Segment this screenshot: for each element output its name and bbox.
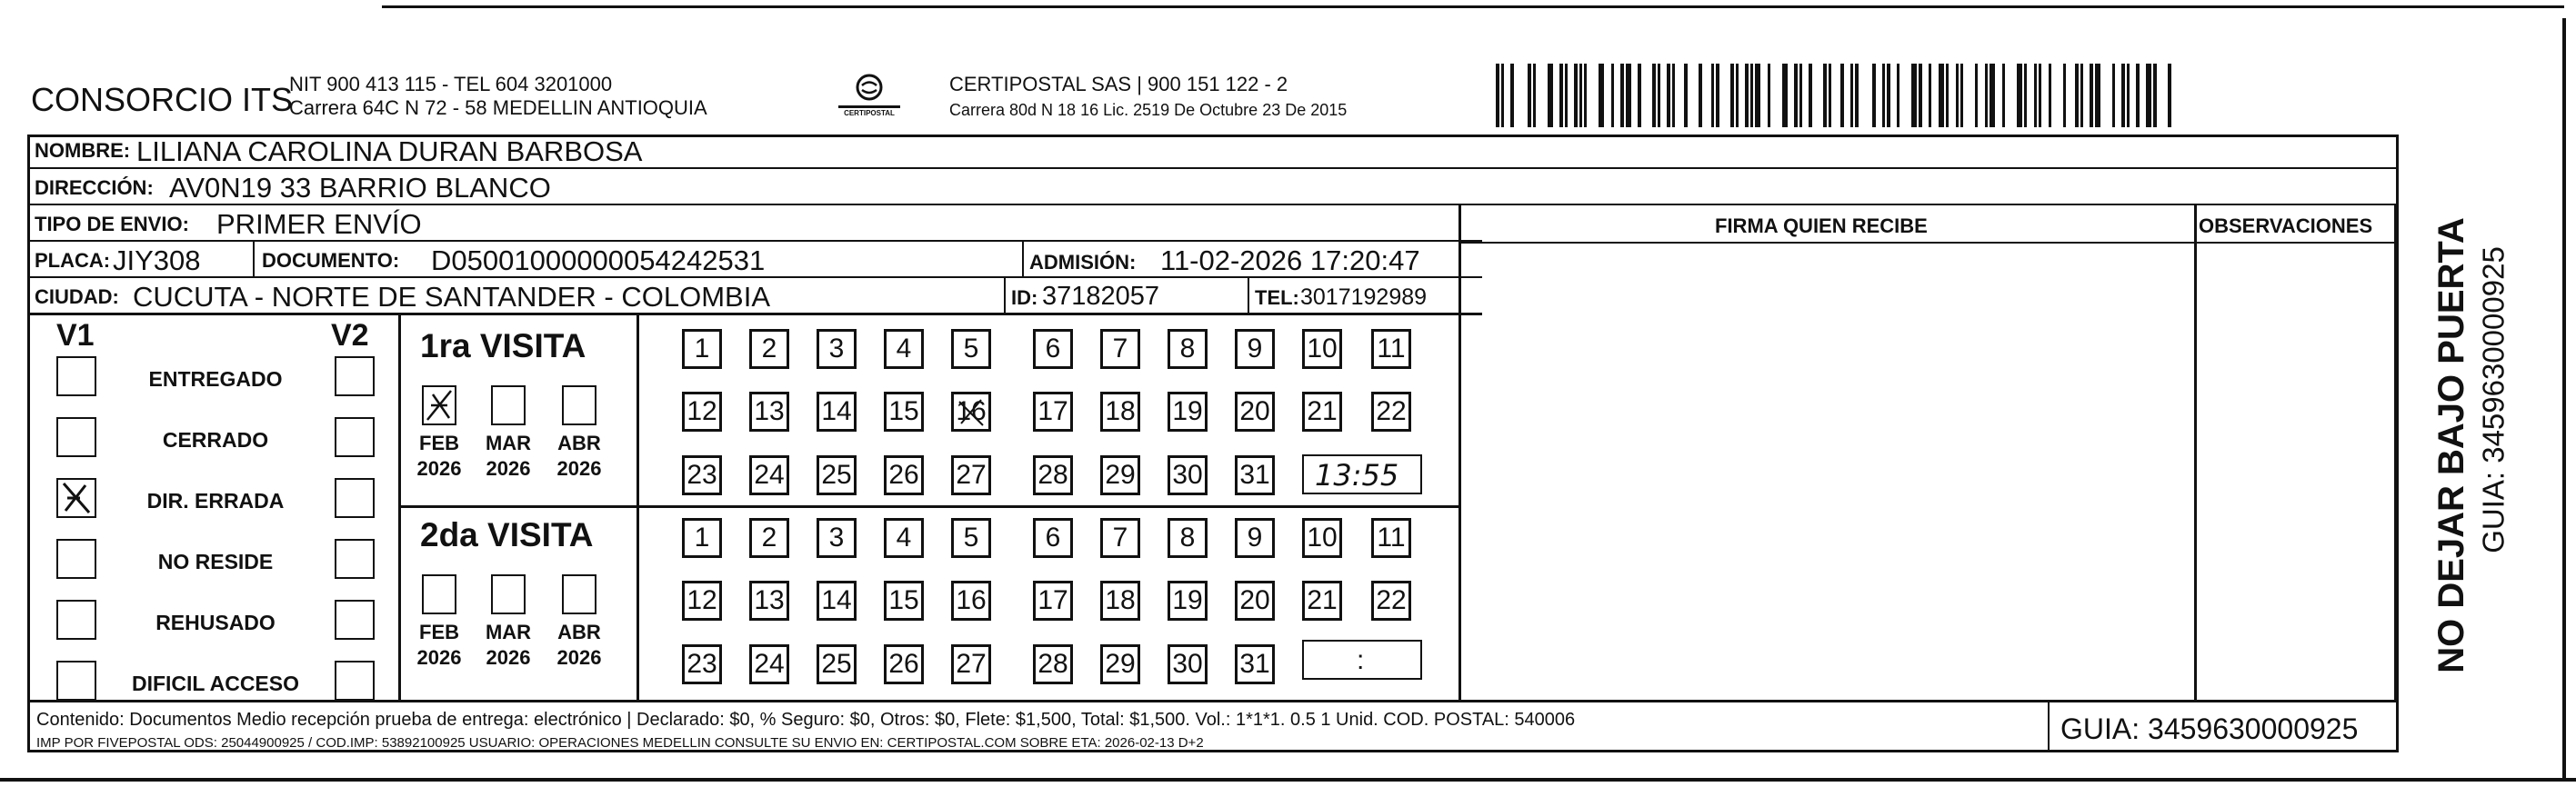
day-box[interactable]	[817, 581, 857, 621]
barcode-bar	[1823, 64, 1827, 127]
day-number: 7	[1112, 334, 1128, 364]
day-box[interactable]	[1100, 392, 1140, 432]
barcode-bar	[2075, 64, 2079, 127]
rule-row4	[27, 276, 1482, 278]
day-box[interactable]	[1371, 581, 1411, 621]
day-number: 20	[1239, 396, 1270, 426]
barcode-bar	[1667, 64, 1670, 127]
barcode-bar	[1929, 64, 1931, 127]
day-number: 10	[1307, 334, 1338, 364]
rule-obs	[2194, 204, 2197, 702]
day-number: 25	[821, 460, 852, 490]
day-number: 1	[694, 334, 710, 364]
barcode-bar	[2168, 64, 2171, 127]
barcode-bar	[1840, 64, 1844, 127]
day-number: 28	[1037, 460, 1068, 490]
first-visit-time: 13:55	[1315, 458, 1399, 493]
observaciones-label: OBSERVACIONES	[2199, 214, 2373, 237]
barcode-bar	[1652, 64, 1656, 127]
day-box[interactable]	[1235, 518, 1275, 558]
admision-label: ADMISIÓN:	[1029, 251, 1137, 274]
barcode-bar	[2034, 64, 2037, 127]
nombre-label: NOMBRE:	[35, 139, 131, 162]
barcode-bar	[1855, 64, 1859, 127]
barcode-bar	[1745, 64, 1749, 127]
day-number: 30	[1172, 460, 1203, 490]
rule-footer-guia	[2048, 700, 2050, 751]
company-line2: Carrera 64C N 72 - 58 MEDELLIN ANTIOQUIA	[289, 96, 707, 119]
id-label: ID:	[1011, 286, 1038, 309]
day-box[interactable]	[682, 329, 722, 369]
day-box[interactable]	[749, 392, 789, 432]
month-label	[552, 620, 606, 670]
day-number: 11	[1377, 334, 1406, 364]
day-number: 2	[761, 334, 777, 364]
day-number: 6	[1045, 523, 1061, 553]
rule-doc-adm	[1022, 240, 1024, 276]
day-number: 8	[1179, 523, 1196, 553]
v1-checkbox[interactable]	[56, 539, 96, 579]
day-box[interactable]	[951, 392, 991, 432]
barcode-bar	[2049, 64, 2051, 127]
day-box[interactable]	[1302, 518, 1342, 558]
rule-right	[2394, 204, 2397, 702]
v2-checkbox[interactable]	[335, 356, 375, 396]
day-number: 17	[1037, 396, 1068, 426]
day-number: 15	[888, 396, 919, 426]
second-visit-title: 2da VISITA	[420, 516, 594, 553]
day-box[interactable]	[1235, 329, 1275, 369]
day-box[interactable]	[1371, 518, 1411, 558]
day-number: 16	[956, 585, 987, 615]
day-number: 27	[956, 649, 987, 679]
barcode-bar	[2017, 64, 2022, 127]
scan-edge-right	[2562, 18, 2566, 782]
barcode-bar	[1699, 64, 1702, 127]
day-box[interactable]	[749, 644, 789, 684]
day-box[interactable]	[1235, 392, 1275, 432]
barcode-bar	[2090, 64, 2093, 127]
day-number: 13	[754, 396, 785, 426]
day-number: 31	[1239, 649, 1270, 679]
day-box[interactable]	[884, 644, 924, 684]
barcode-bar	[1574, 64, 1578, 127]
day-box[interactable]	[884, 455, 924, 495]
day-number: 20	[1239, 585, 1270, 615]
barcode-bar	[1730, 64, 1734, 127]
day-number: 14	[821, 585, 852, 615]
no-dejar-bajo-puerta: NO DEJAR BAJO PUERTA	[2431, 217, 2471, 673]
barcode-bar	[1782, 64, 1788, 127]
day-number: 16	[956, 396, 987, 426]
documento-value: D05001000000054242531	[431, 244, 766, 276]
carrier-line1: CERTIPOSTAL SAS | 900 151 122 - 2	[949, 73, 1288, 95]
barcode-bar	[1750, 64, 1753, 127]
day-number: 23	[687, 460, 717, 490]
month-checkbox[interactable]	[562, 574, 596, 614]
day-number: 27	[956, 460, 987, 490]
company-line1: NIT 900 413 115 - TEL 604 3201000	[289, 73, 613, 95]
barcode-bar	[1809, 64, 1812, 127]
day-box[interactable]	[682, 455, 722, 495]
day-number: 5	[963, 334, 979, 364]
day-number: 19	[1172, 585, 1203, 615]
day-number: 1	[694, 523, 710, 553]
barcode-bar	[1897, 64, 1899, 127]
barcode-bar	[1611, 64, 1614, 127]
nombre-value: LILIANA CAROLINA DURAN BARBOSA	[136, 135, 643, 167]
month-name: ABR	[557, 621, 601, 643]
month-year: 2026	[416, 456, 462, 480]
second-visit-time-box[interactable]	[1302, 640, 1422, 680]
barcode	[1496, 64, 2205, 127]
rule-row3	[27, 240, 1482, 242]
day-number: 3	[828, 523, 845, 553]
barcode-bar	[1872, 64, 1876, 127]
firma-label: FIRMA QUIEN RECIBE	[1715, 214, 1928, 237]
ciudad-label: CIUDAD:	[35, 285, 119, 308]
day-box[interactable]	[1302, 392, 1342, 432]
day-box[interactable]	[1033, 581, 1073, 621]
certipostal-logo	[835, 71, 904, 122]
month-name: ABR	[557, 432, 601, 454]
day-number: 24	[754, 649, 785, 679]
month-checkbox[interactable]	[562, 385, 596, 425]
barcode-bar	[2121, 64, 2125, 127]
barcode-bar	[1711, 64, 1714, 127]
day-number: 22	[1376, 396, 1407, 426]
day-box[interactable]	[1033, 455, 1073, 495]
barcode-bar	[2063, 64, 2066, 127]
day-box[interactable]	[1168, 455, 1208, 495]
placa-label: PLACA:	[35, 249, 111, 272]
day-box[interactable]	[1168, 518, 1208, 558]
footer-imp-line: IMP POR FIVEPOSTAL ODS: 25044900925 / COD.IMP: 53892100925 USUARIO: OPERACIONES MEDELLIN CONSULTE SU ENVIO EN: CERTIPOSTAL.COM SOBRE ETA: 2026-02-13 D+2	[36, 735, 1204, 751]
rule-firma-header	[1458, 242, 2397, 244]
day-number: 17	[1037, 585, 1068, 615]
barcode-bar	[1919, 64, 1922, 127]
rule-ciudad-id	[1004, 276, 1006, 313]
barcode-bar	[2024, 64, 2027, 127]
day-number: 31	[1239, 460, 1270, 490]
tipo-envio-label: TIPO DE ENVIO:	[35, 213, 189, 235]
day-number: 21	[1307, 585, 1338, 615]
month-year: 2026	[556, 456, 602, 480]
month-label	[552, 431, 606, 481]
barcode-bar	[1684, 64, 1688, 127]
month-checkbox[interactable]	[491, 574, 526, 614]
id-value: 37182057	[1042, 282, 1160, 311]
barcode-bar	[2153, 64, 2157, 127]
barcode-bar	[1579, 64, 1582, 127]
month-year: 2026	[486, 645, 531, 669]
day-number: 6	[1045, 334, 1061, 364]
day-box[interactable]	[817, 329, 857, 369]
v1-checkbox[interactable]	[56, 417, 96, 457]
status-option-label: NO RESIDE	[157, 550, 274, 573]
month-checkbox[interactable]	[422, 385, 456, 425]
barcode-bar	[1584, 64, 1587, 127]
barcode-bar	[1626, 64, 1631, 127]
day-box[interactable]	[682, 644, 722, 684]
tel-value: 3017192989	[1300, 284, 1428, 310]
barcode-bar	[2127, 64, 2130, 127]
month-checkbox[interactable]	[491, 385, 526, 425]
day-number: 9	[1247, 523, 1263, 553]
day-box[interactable]	[1168, 329, 1208, 369]
v2-checkbox[interactable]	[335, 417, 375, 457]
rule-row1	[27, 167, 2399, 169]
barcode-bar	[1975, 64, 1978, 127]
barcode-bar	[2002, 64, 2005, 127]
day-number: 14	[821, 396, 852, 426]
documento-label: DOCUMENTO:	[262, 249, 400, 272]
day-check-mark	[954, 394, 990, 431]
v2-header: V2	[331, 318, 369, 353]
month-year: 2026	[556, 645, 602, 669]
day-box[interactable]	[884, 392, 924, 432]
day-number: 23	[687, 649, 717, 679]
day-box[interactable]	[749, 455, 789, 495]
day-box[interactable]	[951, 644, 991, 684]
v1-checkbox[interactable]	[56, 356, 96, 396]
day-number: 18	[1105, 585, 1136, 615]
barcode-bar	[1887, 64, 1890, 127]
day-box[interactable]	[1100, 455, 1140, 495]
day-box[interactable]	[1168, 392, 1208, 432]
day-box[interactable]	[1033, 644, 1073, 684]
day-box[interactable]	[1235, 455, 1275, 495]
barcode-bar	[1990, 64, 1995, 127]
month-label	[481, 431, 536, 481]
barcode-bar	[2095, 64, 2100, 127]
day-box[interactable]	[1033, 518, 1073, 558]
v1-header: V1	[56, 318, 95, 353]
day-number: 25	[821, 649, 852, 679]
barcode-bar	[2136, 64, 2140, 127]
barcode-bar	[1960, 64, 1963, 127]
barcode-bar	[1768, 64, 1770, 127]
month-name: MAR	[485, 432, 532, 454]
barcode-bar	[1658, 64, 1660, 127]
rule-footer	[27, 700, 2399, 702]
day-box[interactable]	[1033, 392, 1073, 432]
direccion-label: DIRECCIÓN:	[35, 176, 154, 199]
status-option-label: REHUSADO	[155, 611, 276, 634]
barcode-bar	[1939, 64, 1944, 127]
day-number: 28	[1037, 649, 1068, 679]
month-label	[412, 620, 466, 670]
day-number: 9	[1247, 334, 1263, 364]
day-number: 12	[687, 585, 717, 615]
day-box[interactable]	[817, 392, 857, 432]
day-box[interactable]	[1235, 644, 1275, 684]
barcode-bar	[1956, 64, 1959, 127]
rule-firma	[1458, 204, 1461, 702]
barcode-bar	[2039, 64, 2041, 127]
status-option-label: CERRADO	[162, 428, 269, 452]
barcode-bar	[1716, 64, 1719, 127]
day-box[interactable]	[1100, 329, 1140, 369]
day-box[interactable]	[951, 518, 991, 558]
day-box[interactable]	[951, 581, 991, 621]
day-number: 19	[1172, 396, 1203, 426]
footer-guia: GUIA: 3459630000925	[2060, 712, 2359, 745]
day-number: 8	[1179, 334, 1196, 364]
company-name: CONSORCIO ITS	[31, 81, 294, 118]
day-box[interactable]	[1235, 581, 1275, 621]
day-number: 7	[1112, 523, 1128, 553]
day-box[interactable]	[817, 455, 857, 495]
month-year: 2026	[486, 456, 531, 480]
barcode-bar	[1496, 64, 1499, 127]
v2-checkbox[interactable]	[335, 539, 375, 579]
barcode-bar	[1501, 64, 1504, 127]
rule-row5	[27, 313, 1482, 315]
v2-checkbox[interactable]	[335, 661, 375, 701]
barcode-bar	[1911, 64, 1917, 127]
barcode-bar	[2112, 64, 2115, 127]
barcode-bar	[1882, 64, 1885, 127]
day-box[interactable]	[682, 518, 722, 558]
barcode-bar	[1736, 64, 1739, 127]
day-number: 10	[1307, 523, 1338, 553]
barcode-bar	[1510, 64, 1514, 127]
v1-checkbox[interactable]	[56, 661, 96, 701]
month-year: 2026	[416, 645, 462, 669]
day-box[interactable]	[749, 581, 789, 621]
day-box[interactable]	[1168, 581, 1208, 621]
day-box[interactable]	[884, 329, 924, 369]
barcode-bar	[1533, 64, 1536, 127]
carrier-line2: Carrera 80d N 18 16 Lic. 2519 De Octubre 23 De 2015	[949, 101, 1348, 119]
first-visit-time-box[interactable]	[1302, 454, 1422, 494]
barcode-bar	[1599, 64, 1604, 127]
rule-row2	[27, 204, 2399, 205]
day-box[interactable]	[682, 581, 722, 621]
day-number: 13	[754, 585, 785, 615]
barcode-bar	[1528, 64, 1531, 127]
day-box[interactable]	[951, 329, 991, 369]
ciudad-value: CUCUTA - NORTE DE SANTANDER - COLOMBIA	[133, 281, 771, 313]
placa-value: JIY308	[113, 244, 201, 276]
day-box[interactable]	[884, 581, 924, 621]
v2-checkbox[interactable]	[335, 600, 375, 640]
guia-vertical: GUIA: 3459630000925	[2476, 246, 2511, 553]
day-number: 4	[896, 523, 912, 553]
day-number: 12	[687, 396, 717, 426]
day-number: 26	[888, 460, 919, 490]
month-name: MAR	[485, 621, 532, 643]
day-number: 26	[888, 649, 919, 679]
day-box[interactable]	[1371, 329, 1411, 369]
barcode-bar	[1565, 64, 1568, 127]
day-box[interactable]	[749, 329, 789, 369]
day-number: 3	[828, 334, 845, 364]
day-number: 2	[761, 523, 777, 553]
day-box[interactable]	[749, 518, 789, 558]
barcode-bar	[1850, 64, 1853, 127]
rule-placa-doc	[253, 240, 255, 276]
month-name: FEB	[419, 432, 459, 454]
day-number: 30	[1172, 649, 1203, 679]
footer-content-line: Contenido: Documentos Medio recepción prueba de entrega: electrónico | Declarado: $0, % Seguro: $0, Otros: $0, Flete: $1,500, Total: $1,500. Vol.: 1*1*1. 0.5 1 Unid. COD. POSTAL: 540006	[36, 710, 1576, 730]
day-number: 22	[1376, 585, 1407, 615]
barcode-bar	[1548, 64, 1553, 127]
status-option-label: DIFICIL ACCESO	[131, 672, 299, 695]
day-number: 15	[888, 585, 919, 615]
day-box[interactable]	[884, 518, 924, 558]
barcode-bar	[1620, 64, 1624, 127]
scan-edge-top	[382, 5, 2564, 8]
barcode-bar	[1755, 64, 1760, 127]
day-box[interactable]	[1100, 518, 1140, 558]
month-label	[412, 431, 466, 481]
month-label	[481, 620, 536, 670]
logo-wordmark: CERTIPOSTAL	[844, 109, 895, 117]
day-box[interactable]	[951, 455, 991, 495]
day-number: 18	[1105, 396, 1136, 426]
v2-checkbox[interactable]	[335, 478, 375, 518]
v1-checkbox[interactable]	[56, 478, 96, 518]
barcode-bar	[1672, 64, 1675, 127]
rule-id-tel	[1248, 276, 1249, 313]
day-number: 21	[1307, 396, 1338, 426]
scan-edge-bottom	[0, 778, 2576, 782]
day-number: 29	[1105, 649, 1136, 679]
barcode-bar	[1946, 64, 1949, 127]
barcode-bar	[1799, 64, 1802, 127]
day-number: 11	[1377, 523, 1406, 553]
day-box[interactable]	[1302, 581, 1342, 621]
barcode-bar	[2080, 64, 2083, 127]
second-visit-time: :	[1357, 645, 1365, 675]
v1-checkbox[interactable]	[56, 600, 96, 640]
day-number: 24	[754, 460, 785, 490]
tel-label: TEL:	[1255, 286, 1299, 309]
month-name: FEB	[419, 621, 459, 643]
day-box[interactable]	[817, 518, 857, 558]
barcode-bar	[1638, 64, 1641, 127]
rule-visit-split	[398, 505, 1460, 508]
day-box[interactable]	[817, 644, 857, 684]
first-visit-title: 1ra VISITA	[420, 327, 586, 364]
day-box[interactable]	[1168, 644, 1208, 684]
status-option-label: DIR. ERRADA	[146, 489, 285, 513]
day-number: 5	[963, 523, 979, 553]
admision-value: 11-02-2026 17:20:47	[1160, 244, 1420, 276]
day-box[interactable]	[1033, 329, 1073, 369]
tipo-envio-value: PRIMER ENVÍO	[216, 208, 422, 240]
day-box[interactable]	[1371, 392, 1411, 432]
barcode-bar	[1985, 64, 1988, 127]
barcode-bar	[1829, 64, 1831, 127]
day-box[interactable]	[1302, 329, 1342, 369]
day-number: 29	[1105, 460, 1136, 490]
month-checkbox[interactable]	[422, 574, 456, 614]
day-box[interactable]	[1100, 581, 1140, 621]
status-option-label: ENTREGADO	[148, 367, 283, 391]
direccion-value: AV0N19 33 BARRIO BLANCO	[169, 172, 551, 204]
day-number: 4	[896, 334, 912, 364]
day-box[interactable]	[682, 392, 722, 432]
barcode-bar	[2146, 64, 2151, 127]
barcode-bar	[1794, 64, 1798, 127]
day-box[interactable]	[1100, 644, 1140, 684]
barcode-bar	[1559, 64, 1563, 127]
